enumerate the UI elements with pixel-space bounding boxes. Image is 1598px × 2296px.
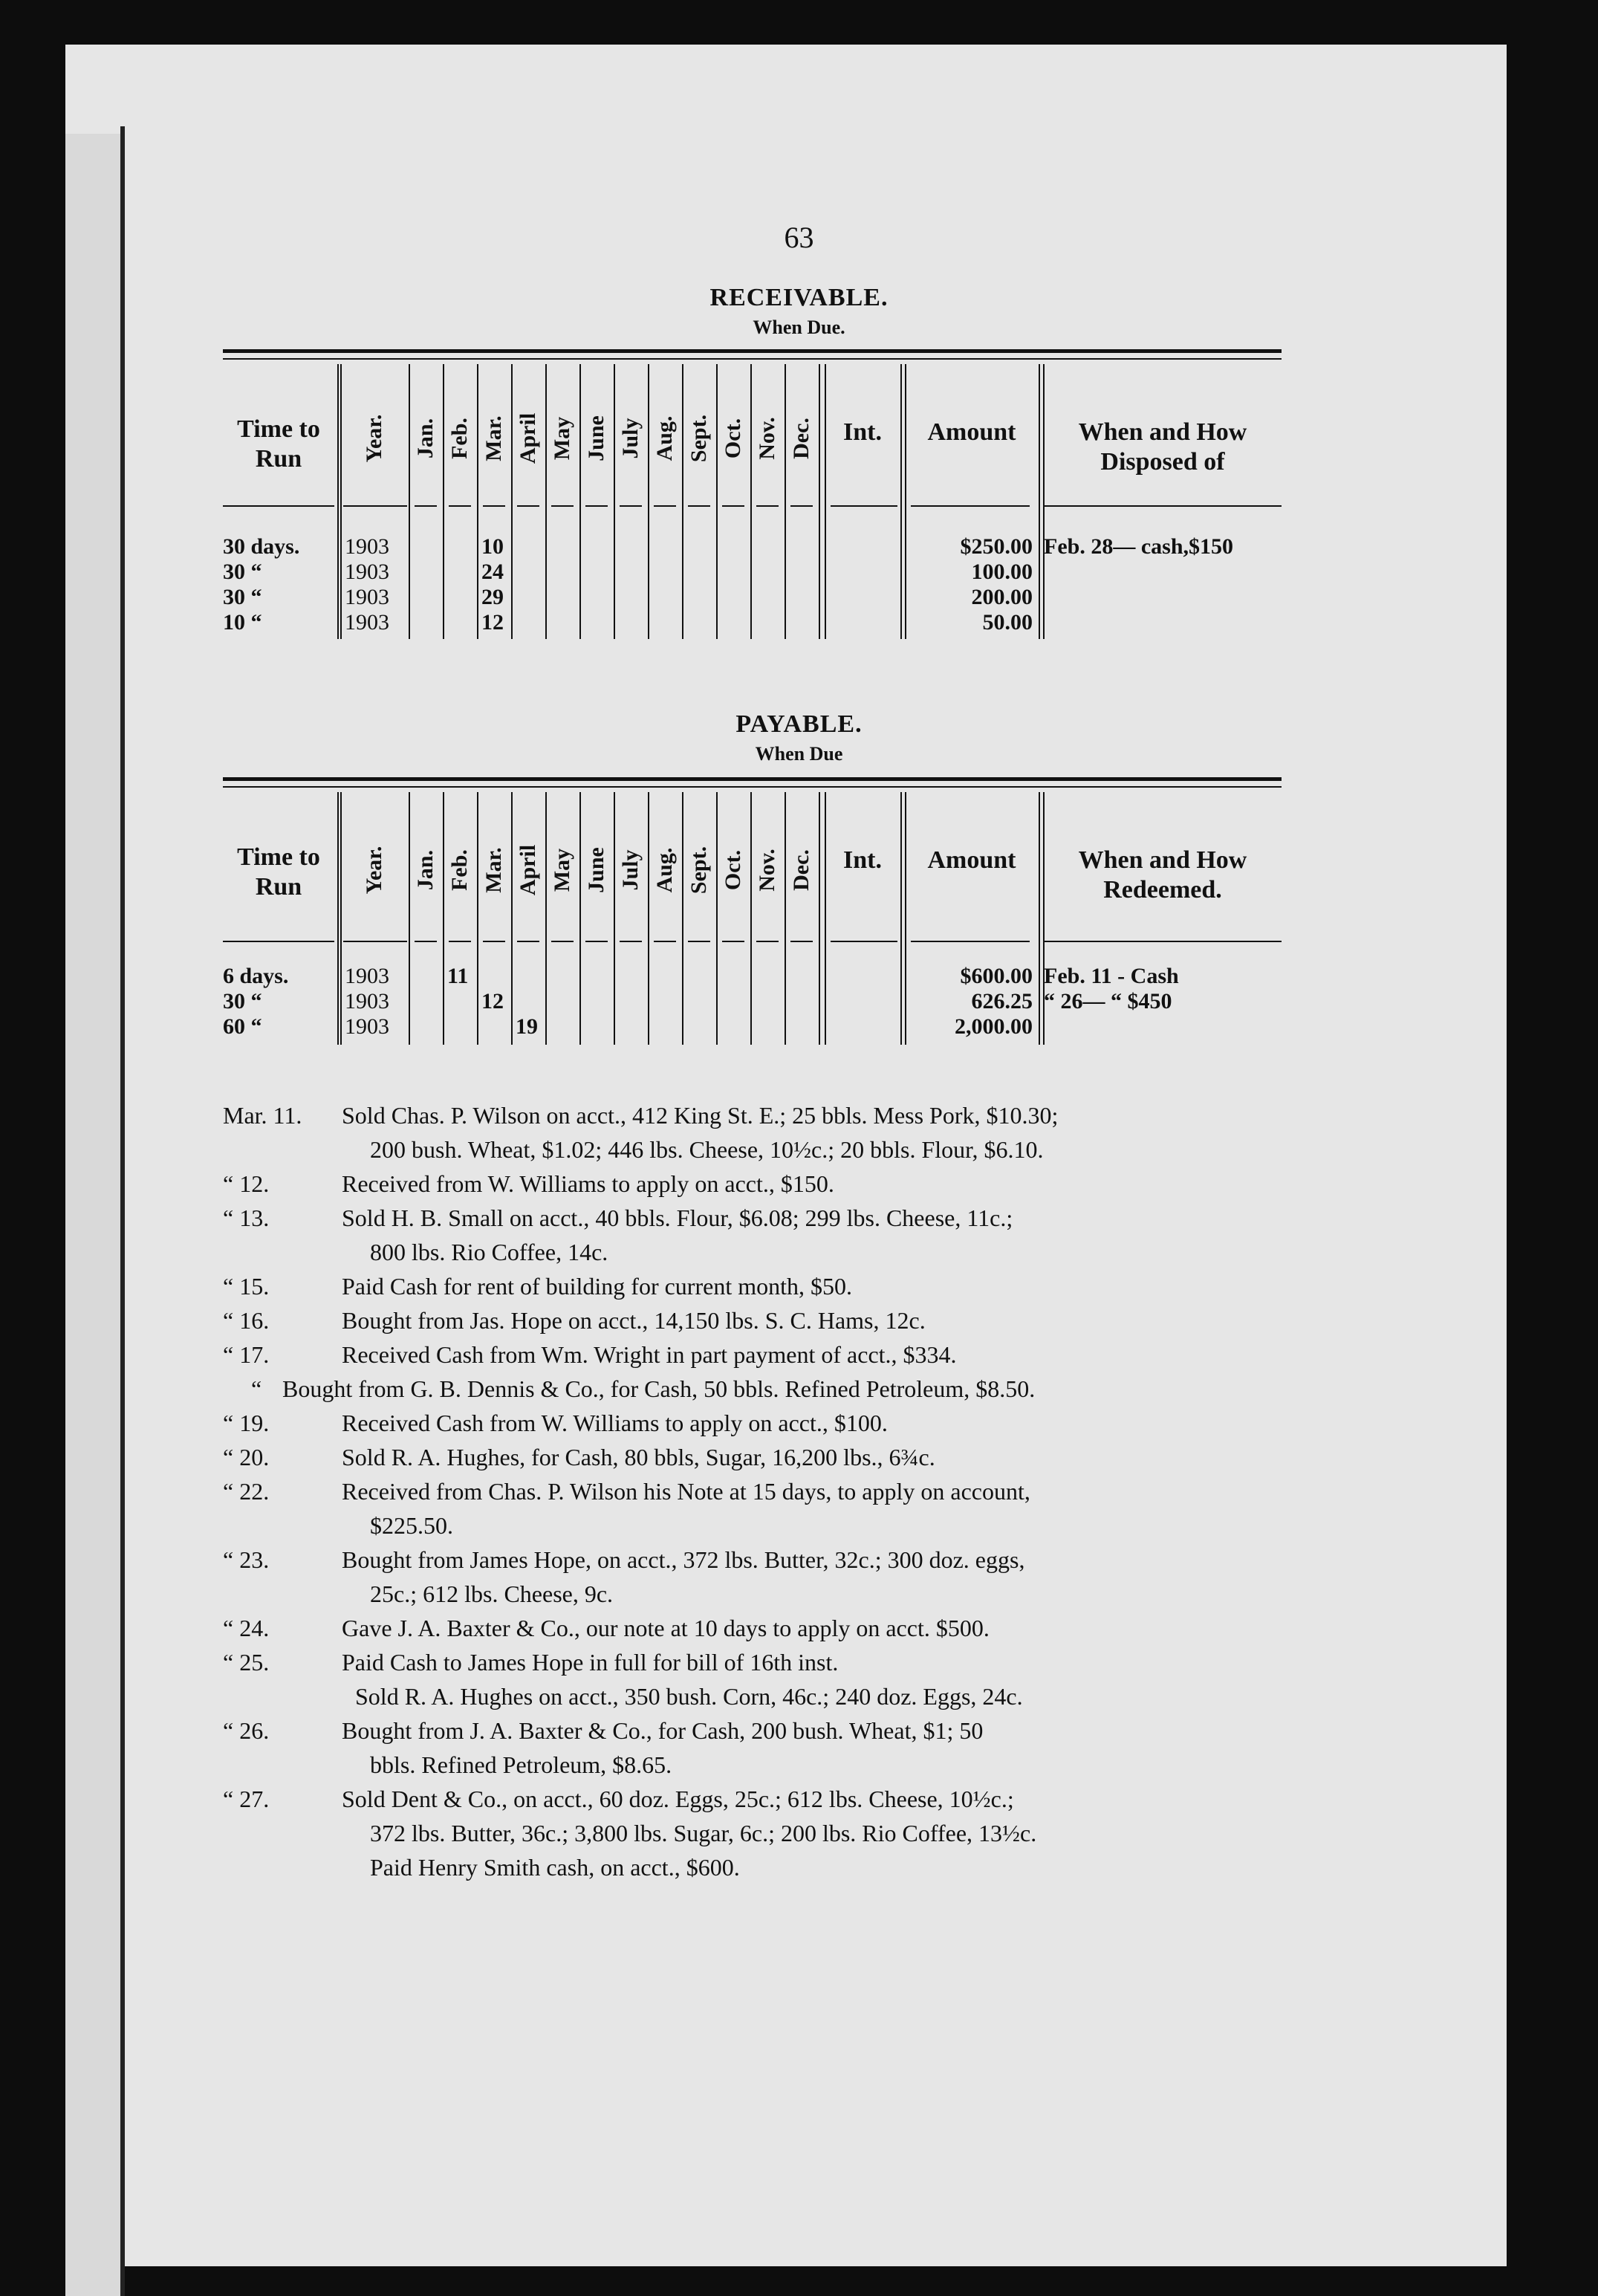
journal-entry [223, 1440, 1300, 1474]
header-month: Nov. [755, 417, 779, 460]
header-month: Mar. [481, 847, 506, 893]
row-amount: 100.00 [971, 560, 1033, 584]
header-month: Mar. [481, 415, 506, 461]
row-amount: 626.25 [971, 989, 1033, 1014]
row-year: 1903 [345, 560, 389, 584]
row-note: Feb. 11 - Cash [1044, 964, 1179, 988]
header-dash [585, 941, 608, 942]
row-year: 1903 [345, 534, 389, 559]
header-int: Int. [843, 846, 882, 874]
column-divider [337, 364, 339, 639]
entry-line: bbls. Refined Petroleum, $8.65. [370, 1751, 672, 1778]
entry-date: “ 27. [223, 1786, 270, 1812]
entry-date: “ 19. [223, 1410, 270, 1436]
journal-entry [223, 1201, 1300, 1269]
column-divider [477, 364, 478, 639]
entry-line: Received Cash from Wm. Wright in part payment of acct., $334. [342, 1341, 957, 1368]
header-month: Dec. [789, 849, 813, 891]
header-month: Feb. [447, 849, 472, 891]
entry-line: Bought from James Hope, on acct., 372 lbs. Butter, 32c.; 300 doz. eggs, [342, 1546, 1025, 1573]
payable-ledger [223, 777, 1282, 1052]
header-dash [722, 941, 744, 942]
header-month: April [516, 844, 540, 896]
row-time: 30 “ [223, 989, 262, 1014]
column-divider [511, 792, 513, 1045]
journal-entry [223, 1372, 1300, 1406]
header-dash [551, 505, 574, 507]
row-time: 30 days. [223, 534, 300, 559]
header-dash [911, 505, 1030, 507]
column-divider [340, 792, 342, 1045]
column-divider [648, 792, 649, 1045]
left-page-edge [65, 134, 125, 2296]
row-amount: $600.00 [960, 964, 1033, 988]
header-dash [790, 941, 813, 942]
row-year: 1903 [345, 964, 389, 988]
header-month: Oct. [721, 849, 745, 891]
column-divider [545, 792, 547, 1045]
header-dash [654, 505, 676, 507]
column-divider [682, 792, 683, 1045]
entry-date: “ 25. [223, 1649, 270, 1676]
column-divider [819, 364, 820, 639]
row-due-day: 19 [516, 1014, 538, 1039]
journal-entry [223, 1474, 1300, 1543]
entry-line: Bought from Jas. Hope on acct., 14,150 lbs. S. C. Hams, 12c. [342, 1307, 926, 1334]
header-dash [1044, 941, 1282, 942]
entry-line: 800 lbs. Rio Coffee, 14c. [370, 1239, 608, 1265]
header-dash [831, 505, 897, 507]
column-divider [750, 364, 752, 639]
header-dash [790, 505, 813, 507]
row-year: 1903 [345, 989, 389, 1014]
header-dash [831, 941, 897, 942]
row-time: 6 days. [223, 964, 289, 988]
header-when-how: When and How Redeemed. [1078, 846, 1247, 904]
journal-entry [223, 1167, 1300, 1201]
row-note: Feb. 28— cash,$150 [1044, 534, 1233, 559]
header-month: Oct. [721, 418, 745, 459]
entry-date: “ 24. [223, 1615, 270, 1641]
column-divider [340, 364, 342, 639]
header-month: May [550, 848, 574, 892]
header-dash [756, 941, 779, 942]
header-dash [585, 505, 608, 507]
header-month: Jan. [413, 418, 438, 459]
row-amount: $250.00 [960, 534, 1033, 559]
header-month: July [618, 849, 643, 891]
header-dash [688, 505, 710, 507]
row-due-day: 24 [481, 560, 504, 584]
journal-entry [223, 1543, 1300, 1611]
header-dash [517, 941, 539, 942]
entry-line: Paid Henry Smith cash, on acct., $600. [370, 1854, 740, 1881]
header-month: May [550, 416, 574, 461]
header-dash [449, 505, 471, 507]
header-dash [654, 941, 676, 942]
header-dash [722, 505, 744, 507]
column-divider [511, 364, 513, 639]
journal-entry [223, 1406, 1300, 1440]
entry-line: Sold H. B. Small on acct., 40 bbls. Flour, $6.08; 299 lbs. Cheese, 11c.; [342, 1204, 1013, 1231]
row-due-day: 29 [481, 585, 504, 609]
column-divider [477, 792, 478, 1045]
entry-date: “ 15. [223, 1273, 270, 1300]
entry-date: Mar. 11. [223, 1102, 302, 1129]
entry-date: “ 23. [223, 1546, 270, 1573]
row-amount: 200.00 [971, 585, 1033, 609]
header-dash [551, 941, 574, 942]
journal-entry [223, 1337, 1300, 1372]
column-divider [443, 364, 444, 639]
header-month: April [516, 412, 540, 464]
column-divider [825, 792, 826, 1045]
header-dash [517, 505, 539, 507]
row-due-day: 12 [481, 610, 504, 635]
top-rule [223, 777, 1282, 781]
journal-entry [223, 1611, 1300, 1645]
entry-line: Gave J. A. Baxter & Co., our note at 10 days to apply on acct. $500. [342, 1615, 990, 1641]
header-month: Feb. [447, 418, 472, 459]
header-int: Int. [843, 418, 882, 446]
header-dash [415, 941, 437, 942]
column-divider [682, 364, 683, 639]
column-divider [1039, 792, 1040, 1045]
column-divider [579, 364, 581, 639]
payable-subtitle: When Due [755, 743, 843, 765]
entry-date: “ 26. [223, 1717, 270, 1744]
header-month: Sept. [686, 846, 711, 895]
row-due-day: 10 [481, 534, 504, 559]
top-rule [223, 349, 1282, 353]
page-number: 63 [784, 221, 814, 254]
header-month: June [584, 415, 608, 461]
header-when-how: When and How Disposed of [1078, 418, 1247, 476]
entry-line: Bought from J. A. Baxter & Co., for Cash, 200 bush. Wheat, $1; 50 [342, 1717, 984, 1744]
row-amount: 50.00 [982, 610, 1033, 635]
column-divider [716, 364, 718, 639]
entry-line: Sold Dent & Co., on acct., 60 doz. Eggs, 25c.; 612 lbs. Cheese, 10½c.; [342, 1786, 1014, 1812]
entry-line: 372 lbs. Butter, 36c.; 3,800 lbs. Sugar, 6c.; 200 lbs. Rio Coffee, 13½c. [370, 1820, 1037, 1846]
column-divider [337, 792, 339, 1045]
row-due-day: 12 [481, 989, 504, 1014]
header-month: Jan. [413, 849, 438, 891]
journal-entries [223, 1098, 1300, 1884]
top-rule-thin [223, 358, 1282, 360]
header-month: Aug. [652, 847, 677, 893]
row-note: “ 26— “ $450 [1044, 989, 1172, 1014]
top-rule-thin [223, 786, 1282, 788]
row-due-day: 11 [447, 964, 469, 988]
row-year: 1903 [345, 585, 389, 609]
column-divider [1043, 364, 1045, 639]
header-month: Dec. [789, 418, 813, 459]
column-divider [716, 792, 718, 1045]
journal-entry [223, 1098, 1300, 1167]
header-dash [911, 941, 1030, 942]
header-dash [343, 941, 407, 942]
column-divider [409, 364, 410, 639]
header-dash [756, 505, 779, 507]
receivable-ledger [223, 349, 1282, 661]
header-dash [449, 941, 471, 942]
entry-line: Sold Chas. P. Wilson on acct., 412 King St. E.; 25 bbls. Mess Pork, $10.30; [342, 1102, 1059, 1129]
entry-line: Sold R. A. Hughes on acct., 350 bush. Corn, 46c.; 240 doz. Eggs, 24c. [355, 1683, 1023, 1710]
entry-line: Sold R. A. Hughes, for Cash, 80 bbls, Sugar, 16,200 lbs., 6¾c. [342, 1444, 935, 1470]
entry-line: Paid Cash for rent of building for current month, $50. [342, 1273, 852, 1300]
header-month: July [618, 418, 643, 459]
row-time: 60 “ [223, 1014, 262, 1039]
entry-date: “ 17. [223, 1341, 270, 1368]
header-dash [483, 505, 505, 507]
header-dash [343, 505, 407, 507]
column-divider [614, 792, 615, 1045]
header-year: Year. [362, 414, 386, 463]
column-divider [614, 364, 615, 639]
header-dash [1044, 505, 1282, 507]
entry-line: Received from W. Williams to apply on acct., $150. [342, 1170, 834, 1197]
header-month: June [584, 847, 608, 893]
entry-line: Received from Chas. P. Wilson his Note at 15 days, to apply on account, [342, 1478, 1030, 1505]
journal-entry [223, 1303, 1300, 1337]
column-divider [1039, 364, 1040, 639]
payable-title: PAYABLE. [735, 710, 863, 738]
journal-entry [223, 1269, 1300, 1303]
column-divider [825, 364, 826, 639]
header-dash [223, 941, 334, 942]
row-year: 1903 [345, 1014, 389, 1039]
entry-line: $225.50. [370, 1512, 453, 1539]
entry-line: 25c.; 612 lbs. Cheese, 9c. [370, 1580, 614, 1607]
entry-line: Paid Cash to James Hope in full for bill of 16th inst. [342, 1649, 839, 1676]
row-amount: 2,000.00 [955, 1014, 1033, 1039]
journal-entry [223, 1645, 1300, 1713]
header-dash [415, 505, 437, 507]
row-time: 10 “ [223, 610, 262, 635]
column-divider [579, 792, 581, 1045]
entry-line: Received Cash from W. Williams to apply on acct., $100. [342, 1410, 888, 1436]
column-divider [819, 792, 820, 1045]
header-dash [620, 941, 642, 942]
journal-entry [223, 1782, 1300, 1884]
header-amount: Amount [927, 418, 1016, 446]
column-divider [409, 792, 410, 1045]
header-dash [688, 941, 710, 942]
header-dash [483, 941, 505, 942]
header-time-to-run: Time to Run [237, 843, 320, 901]
journal-entry [223, 1713, 1300, 1782]
binding-line [120, 126, 125, 2296]
header-dash [620, 505, 642, 507]
entry-date: “ 16. [223, 1307, 270, 1334]
entry-date: “ 12. [223, 1170, 270, 1197]
header-time-to-run: Time to Run [237, 415, 320, 473]
entry-line: Bought from G. B. Dennis & Co., for Cash, 50 bbls. Refined Petroleum, $8.50. [282, 1375, 1036, 1402]
row-time: 30 “ [223, 560, 262, 584]
column-divider [750, 792, 752, 1045]
column-divider [785, 364, 786, 639]
entry-date: “ 22. [223, 1478, 270, 1505]
column-divider [648, 364, 649, 639]
column-divider [443, 792, 444, 1045]
column-divider [785, 792, 786, 1045]
row-time: 30 “ [223, 585, 262, 609]
entry-line: 200 bush. Wheat, $1.02; 446 lbs. Cheese, 10½c.; 20 bbls. Flour, $6.10. [370, 1136, 1044, 1163]
entry-date: “ [251, 1375, 262, 1402]
row-year: 1903 [345, 610, 389, 635]
receivable-subtitle: When Due. [753, 317, 845, 338]
header-dash [223, 505, 334, 507]
entry-date: “ 20. [223, 1444, 270, 1470]
column-divider [545, 364, 547, 639]
header-amount: Amount [927, 846, 1016, 874]
entry-date: “ 13. [223, 1204, 270, 1231]
header-month: Nov. [755, 849, 779, 892]
header-month: Aug. [652, 415, 677, 461]
receivable-title: RECEIVABLE. [709, 284, 889, 311]
header-year: Year. [362, 846, 386, 895]
header-month: Sept. [686, 414, 711, 463]
